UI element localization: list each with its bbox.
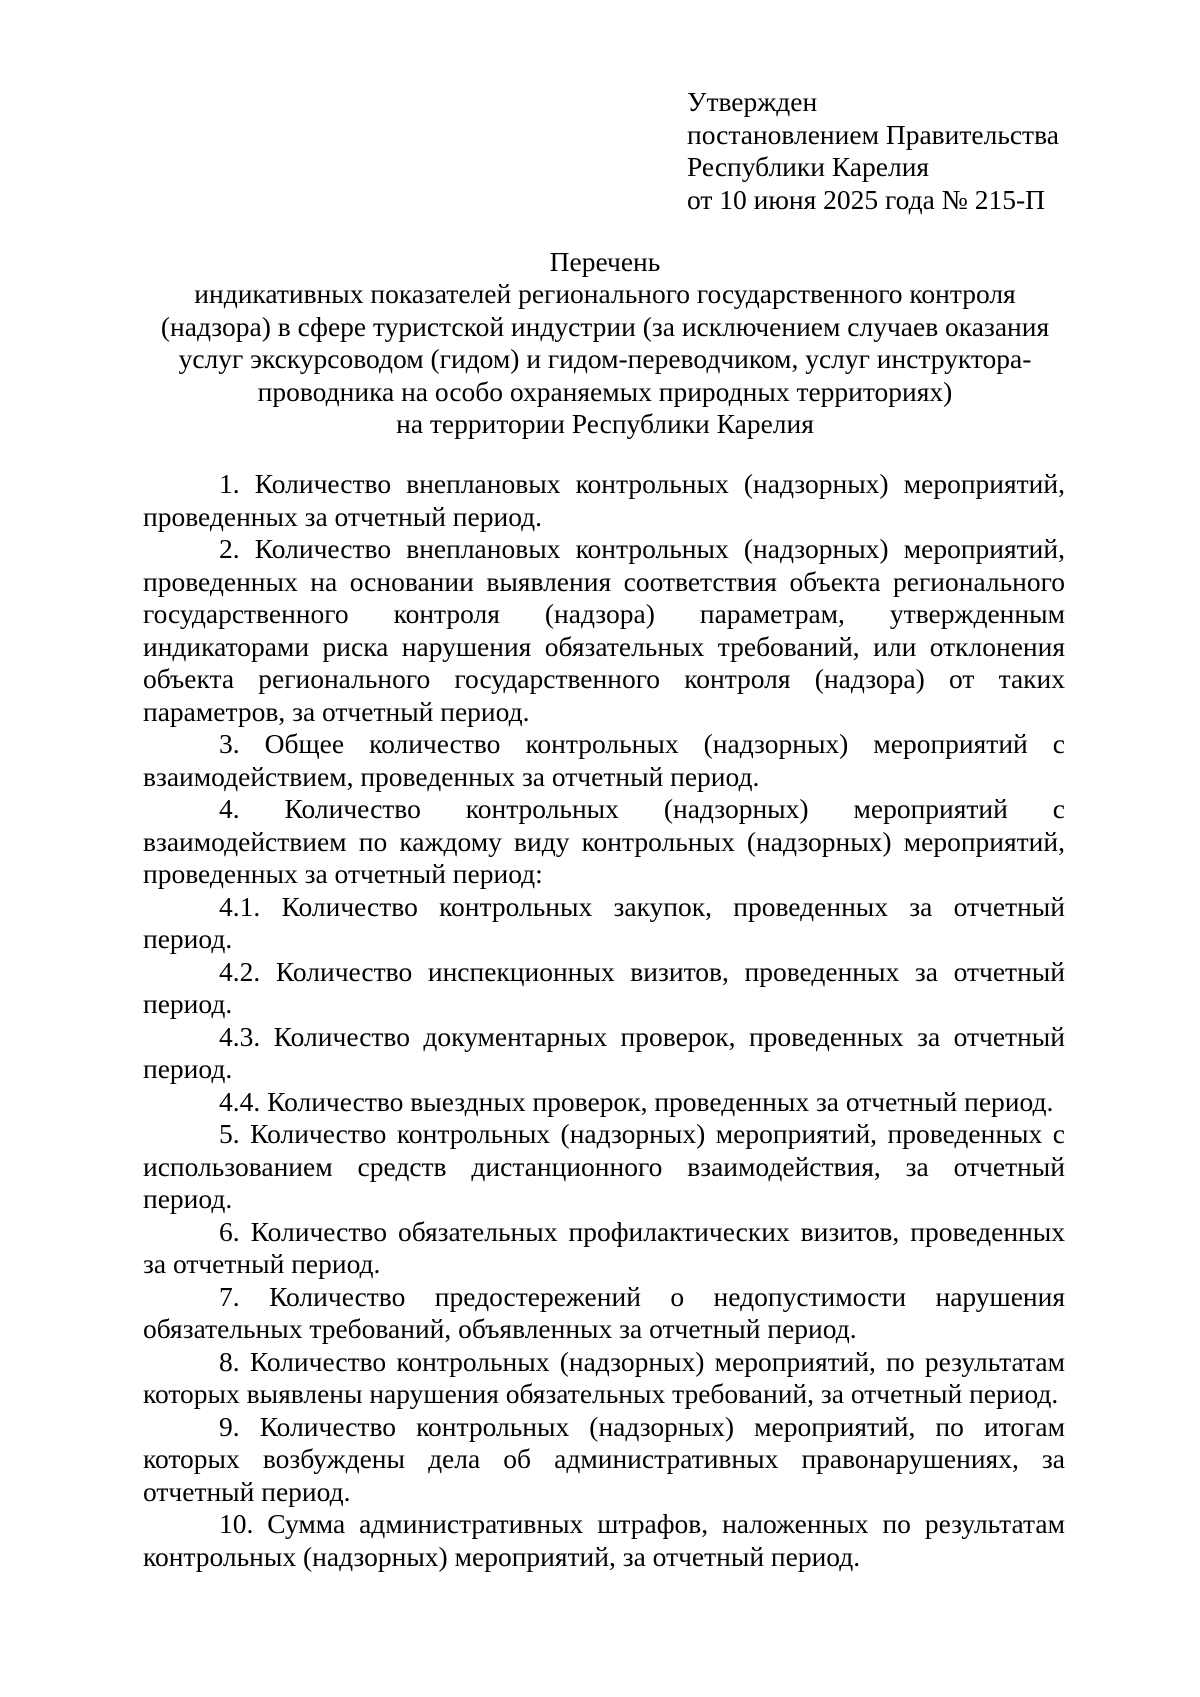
list-item: 9. Количество контрольных (надзорных) мероприятий, по итогам которых возбуждены дела об административных правонарушениях, за отчетный период.	[143, 1410, 1065, 1507]
title-line: проводника на особо охраняемых природных территориях)	[257, 375, 953, 407]
list-item: 4. Количество контрольных (надзорных) мероприятий с взаимодействием по каждому виду контрольных (надзорных) мероприятий, проведенных за отчетный период:	[143, 793, 1065, 889]
approval-stamp	[687, 86, 1059, 216]
list-item: 4.3. Количество документарных проверок, проведенных за отчетный период.	[143, 1020, 1065, 1084]
title-line: на территории Республики Карелия	[396, 408, 814, 440]
list-item: 1. Количество внеплановых контрольных (надзорных) мероприятий, проведенных за отчетный период.	[143, 468, 1065, 532]
approval-line: Утвержден	[687, 86, 818, 117]
approval-date-line: от 10 июня 2025 года № 215-П	[687, 183, 1046, 215]
approval-line: Республики Карелия	[687, 151, 930, 182]
list-item: 3. Общее количество контрольных (надзорных) мероприятий с взаимодействием, проведенных за отчетный период.	[143, 728, 1065, 792]
list-item: 10. Сумма административных штрафов, наложенных по результатам контрольных (надзорных) мероприятий, за отчетный период.	[143, 1508, 1065, 1572]
list-item: 6. Количество обязательных профилактических визитов, проведенных за отчетный период.	[143, 1215, 1065, 1279]
list-item: 2. Количество внеплановых контрольных (надзорных) мероприятий, проведенных на основании выявления соответствия объекта регионального государственного контроля (надзора) параметрам, утвержденным индикаторами риска нарушения обязательных требований, или отклонения объекта регионального государственного контроля (надзора) от таких параметров, за отчетный период.	[143, 533, 1065, 727]
title-line: услуг экскурсоводом (гидом) и гидом-переводчиком, услуг инструктора-	[178, 343, 1032, 375]
title-line: индикативных показателей регионального государственного контроля	[194, 278, 1016, 310]
list-item: 7. Количество предостережений о недопустимости нарушения обязательных требований, объявленных за отчетный период.	[143, 1280, 1065, 1344]
approval-line: постановлением Правительства	[687, 118, 1059, 150]
title-heading: Перечень	[549, 246, 661, 277]
document-title	[140, 246, 1070, 440]
list-item: 4.1. Количество контрольных закупок, проведенных за отчетный период.	[143, 890, 1065, 954]
list-item: 4.4. Количество выездных проверок, проведенных за отчетный период.	[219, 1085, 1054, 1117]
list-item: 5. Количество контрольных (надзорных) мероприятий, проведенных с использованием средств дистанционного взаимодействия, за отчетный период.	[143, 1118, 1065, 1214]
title-line: (надзора) в сфере туристской индустрии (за исключением случаев оказания	[160, 310, 1050, 342]
list-item: 4.2. Количество инспекционных визитов, проведенных за отчетный период.	[143, 955, 1065, 1019]
indicator-list	[143, 468, 1065, 1573]
list-item: 8. Количество контрольных (надзорных) мероприятий, по результатам которых выявлены нарушения обязательных требований, за отчетный период.	[143, 1345, 1065, 1409]
